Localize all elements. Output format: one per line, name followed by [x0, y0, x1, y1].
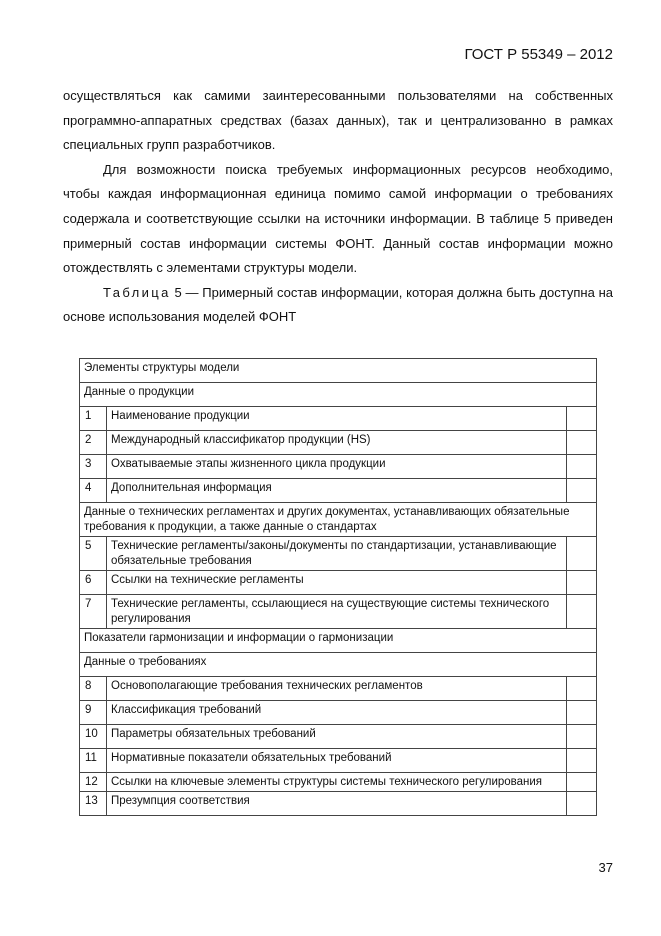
table-row: 7 Технические регламенты, ссылающиеся на существующие системы технического регулирования: [80, 595, 597, 629]
table-row: 3 Охватываемые этапы жизненного цикла продукции: [80, 455, 597, 479]
table-row: 6 Ссылки на технические регламенты: [80, 571, 597, 595]
caption-label: Таблица: [103, 284, 171, 300]
table-row: 9 Классификация требований: [80, 701, 597, 725]
table-row: 8 Основополагающие требования технических регламентов: [80, 677, 597, 701]
table-row: 10 Параметры обязательных требований: [80, 725, 597, 749]
table-row: 12 Ссылки на ключевые элементы структуры системы технического регулирования: [80, 773, 597, 792]
table-caption: Таблица 5 — Примерный состав информации, которая должна быть доступна на основе использования моделей ФОНТ: [63, 284, 613, 325]
body-text: [63, 84, 613, 330]
section-heading: Данные о технических регламентах и других документах, устанавливающих обязательные требования к продукции, а также данные о стандартах: [80, 503, 597, 537]
table-row: 11 Нормативные показатели обязательных требований: [80, 749, 597, 773]
requirements-table: [79, 358, 597, 816]
section-heading: Данные о продукции: [80, 383, 597, 407]
table-row: 5 Технические регламенты/законы/документы по стандартизации, устанавливающие обязательные требования: [80, 537, 597, 571]
table-row: 2 Международный классификатор продукции (HS): [80, 431, 597, 455]
document-header: ГОСТ Р 55349 – 2012: [464, 46, 613, 63]
table-row: 13 Презумпция соответствия: [80, 792, 597, 816]
section-heading: Показатели гармонизации и информации о гармонизации: [80, 629, 597, 653]
paragraph-1: осуществляться как самими заинтересованными пользователями на собственных программно-аппаратных средствах (базах данных), так и централизованно в рамках специальных групп разработчиков.: [63, 88, 613, 153]
table-row: 1 Наименование продукции: [80, 407, 597, 431]
paragraph-2: Для возможности поиска требуемых информационных ресурсов необходимо, чтобы каждая информационная единица помимо самой информации о требованиях содержала и соответствующие ссылки на источники информации. В таблице 5 приведен примерный состав информации системы ФОНТ. Данный состав информации можно отождествлять с элементами структуры модели.: [63, 161, 613, 276]
section-heading: Данные о требованиях: [80, 653, 597, 677]
table-row: 4 Дополнительная информация: [80, 479, 597, 503]
page-number: 37: [598, 860, 613, 875]
table-title: Элементы структуры модели: [80, 359, 597, 383]
